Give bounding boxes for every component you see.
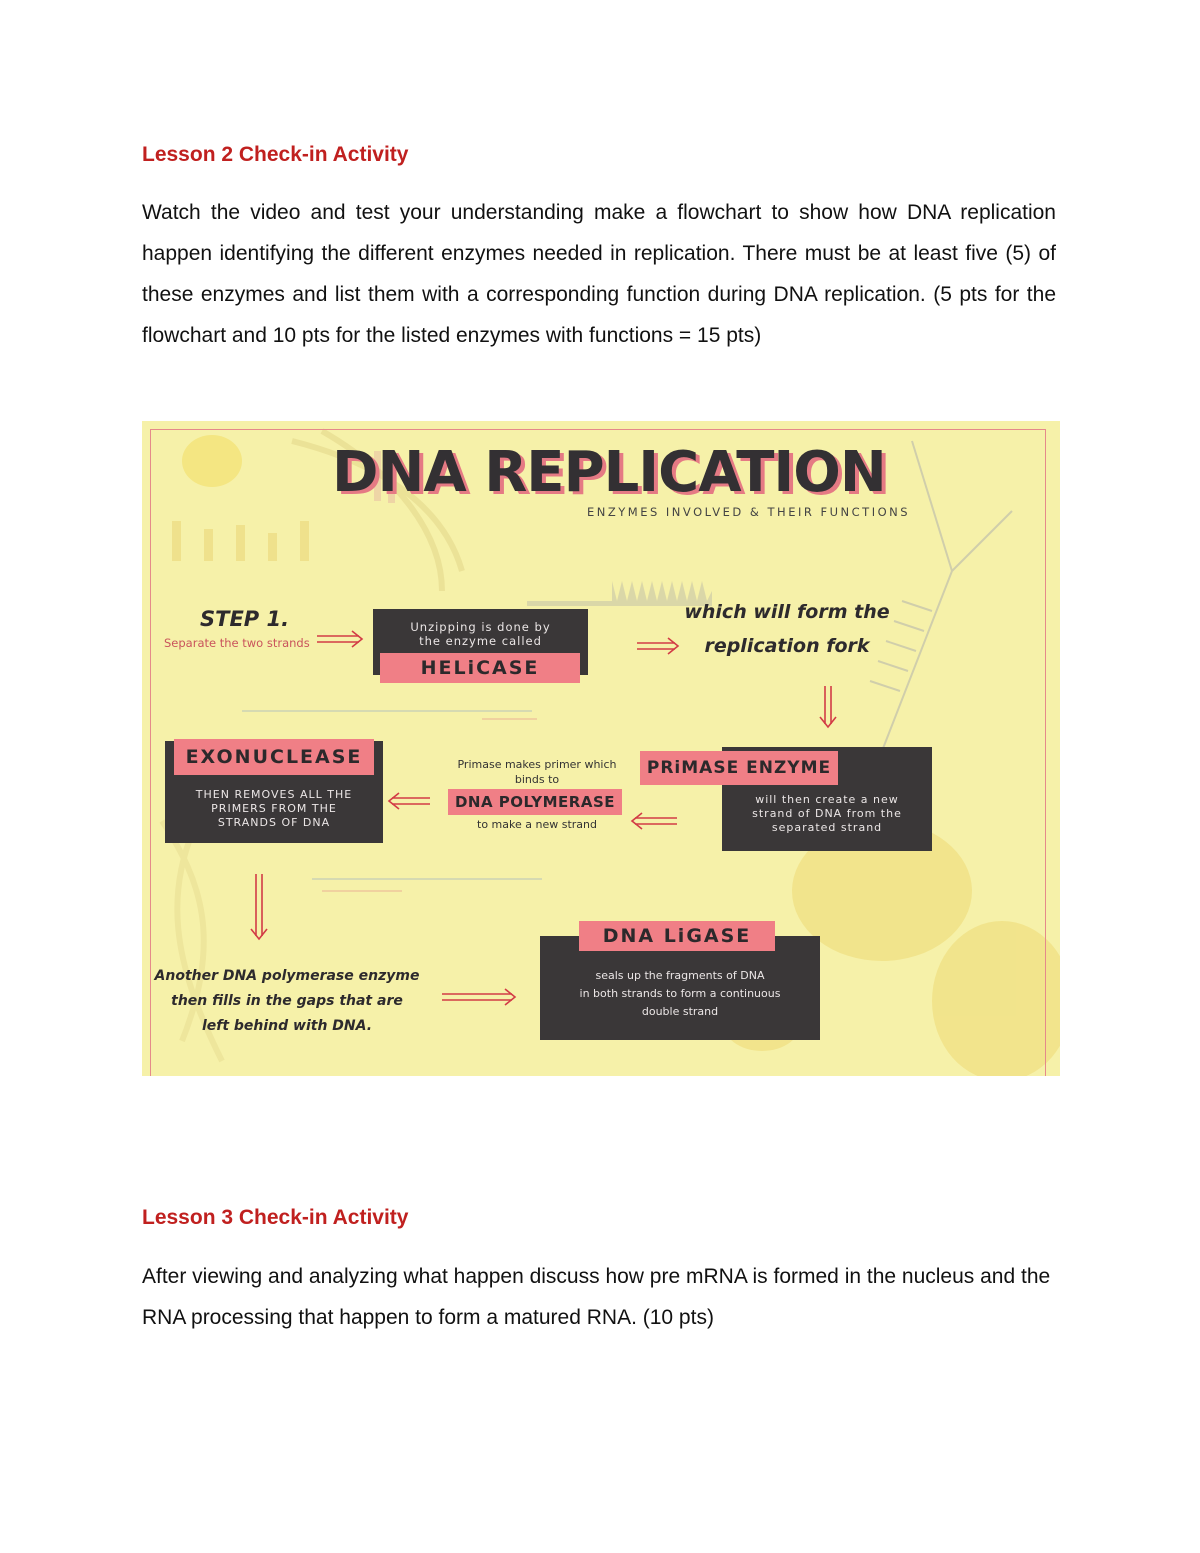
helicase-text-line2: the enzyme called [419, 634, 542, 648]
fork-note-line2: replication fork [704, 635, 870, 657]
dna-replication-infographic [142, 421, 1060, 1076]
gap-note-line2: then fills in the gaps that are [171, 993, 403, 1009]
exonuclease-text-line1: THEN REMOVES ALL THE [195, 788, 353, 801]
lesson2-heading: Lesson 2 Check-in Activity [142, 143, 409, 166]
helicase-text-line1: Unzipping is done by [410, 620, 551, 634]
step-title: STEP 1. [200, 607, 290, 631]
lesson3-heading: Lesson 3 Check-in Activity [142, 1206, 409, 1229]
infographic-subtitle: ENZYMES INVOLVED & THEIR FUNCTIONS [587, 505, 911, 519]
polymerase-note-line3: to make a new strand [477, 818, 597, 831]
ligase-text-line1: seals up the fragments of DNA [595, 969, 765, 982]
helicase-label: HELiCASE [380, 653, 580, 683]
ligase-text-line2: in both strands to form a continuous [579, 987, 781, 1000]
gap-note-line1: Another DNA polymerase enzyme [154, 968, 420, 984]
fork-note-line1: which will form the [684, 601, 890, 623]
exonuclease-text-line3: STRANDS OF DNA [217, 816, 331, 829]
primase-text-line3: separated strand [771, 821, 883, 834]
lesson3-instructions: After viewing and analyzing what happen discuss how pre mRNA is formed in the nucleus and the RNA processing that happen to form a matured RNA. (10 pts) [142, 1265, 1051, 1329]
exonuclease-text-line2: PRIMERS FROM THE [211, 802, 337, 815]
gap-note-line3: left behind with DNA. [201, 1018, 373, 1034]
step-description: Separate the two strands [164, 636, 310, 650]
polymerase-note-line2: binds to [514, 773, 560, 786]
primase-text-line2: strand of DNA from the [752, 807, 902, 820]
polymerase-note-line1: Primase makes primer which [457, 758, 617, 771]
primase-label: PRiMASE ENZYME [640, 751, 838, 785]
polymerase-label: DNA POLYMERASE [448, 789, 622, 815]
primase-text-line1: will then create a new [755, 793, 899, 806]
ligase-text-line3: double strand [641, 1005, 719, 1018]
infographic-title: DNA REPLICATION [332, 440, 886, 505]
lesson2-instructions: Watch the video and test your understanding make a flowchart to show how DNA replication happen identifying the different enzymes needed in replication. There must be at least five (5) of these enzymes and list them with a corresponding function during DNA replication. (5 pts for the flowchart and 10 pts for the listed enzymes with functions = 15 pts) [142, 201, 1056, 347]
exonuclease-label: EXONUCLEASE [174, 739, 374, 775]
ligase-label: DNA LiGASE [579, 921, 775, 951]
